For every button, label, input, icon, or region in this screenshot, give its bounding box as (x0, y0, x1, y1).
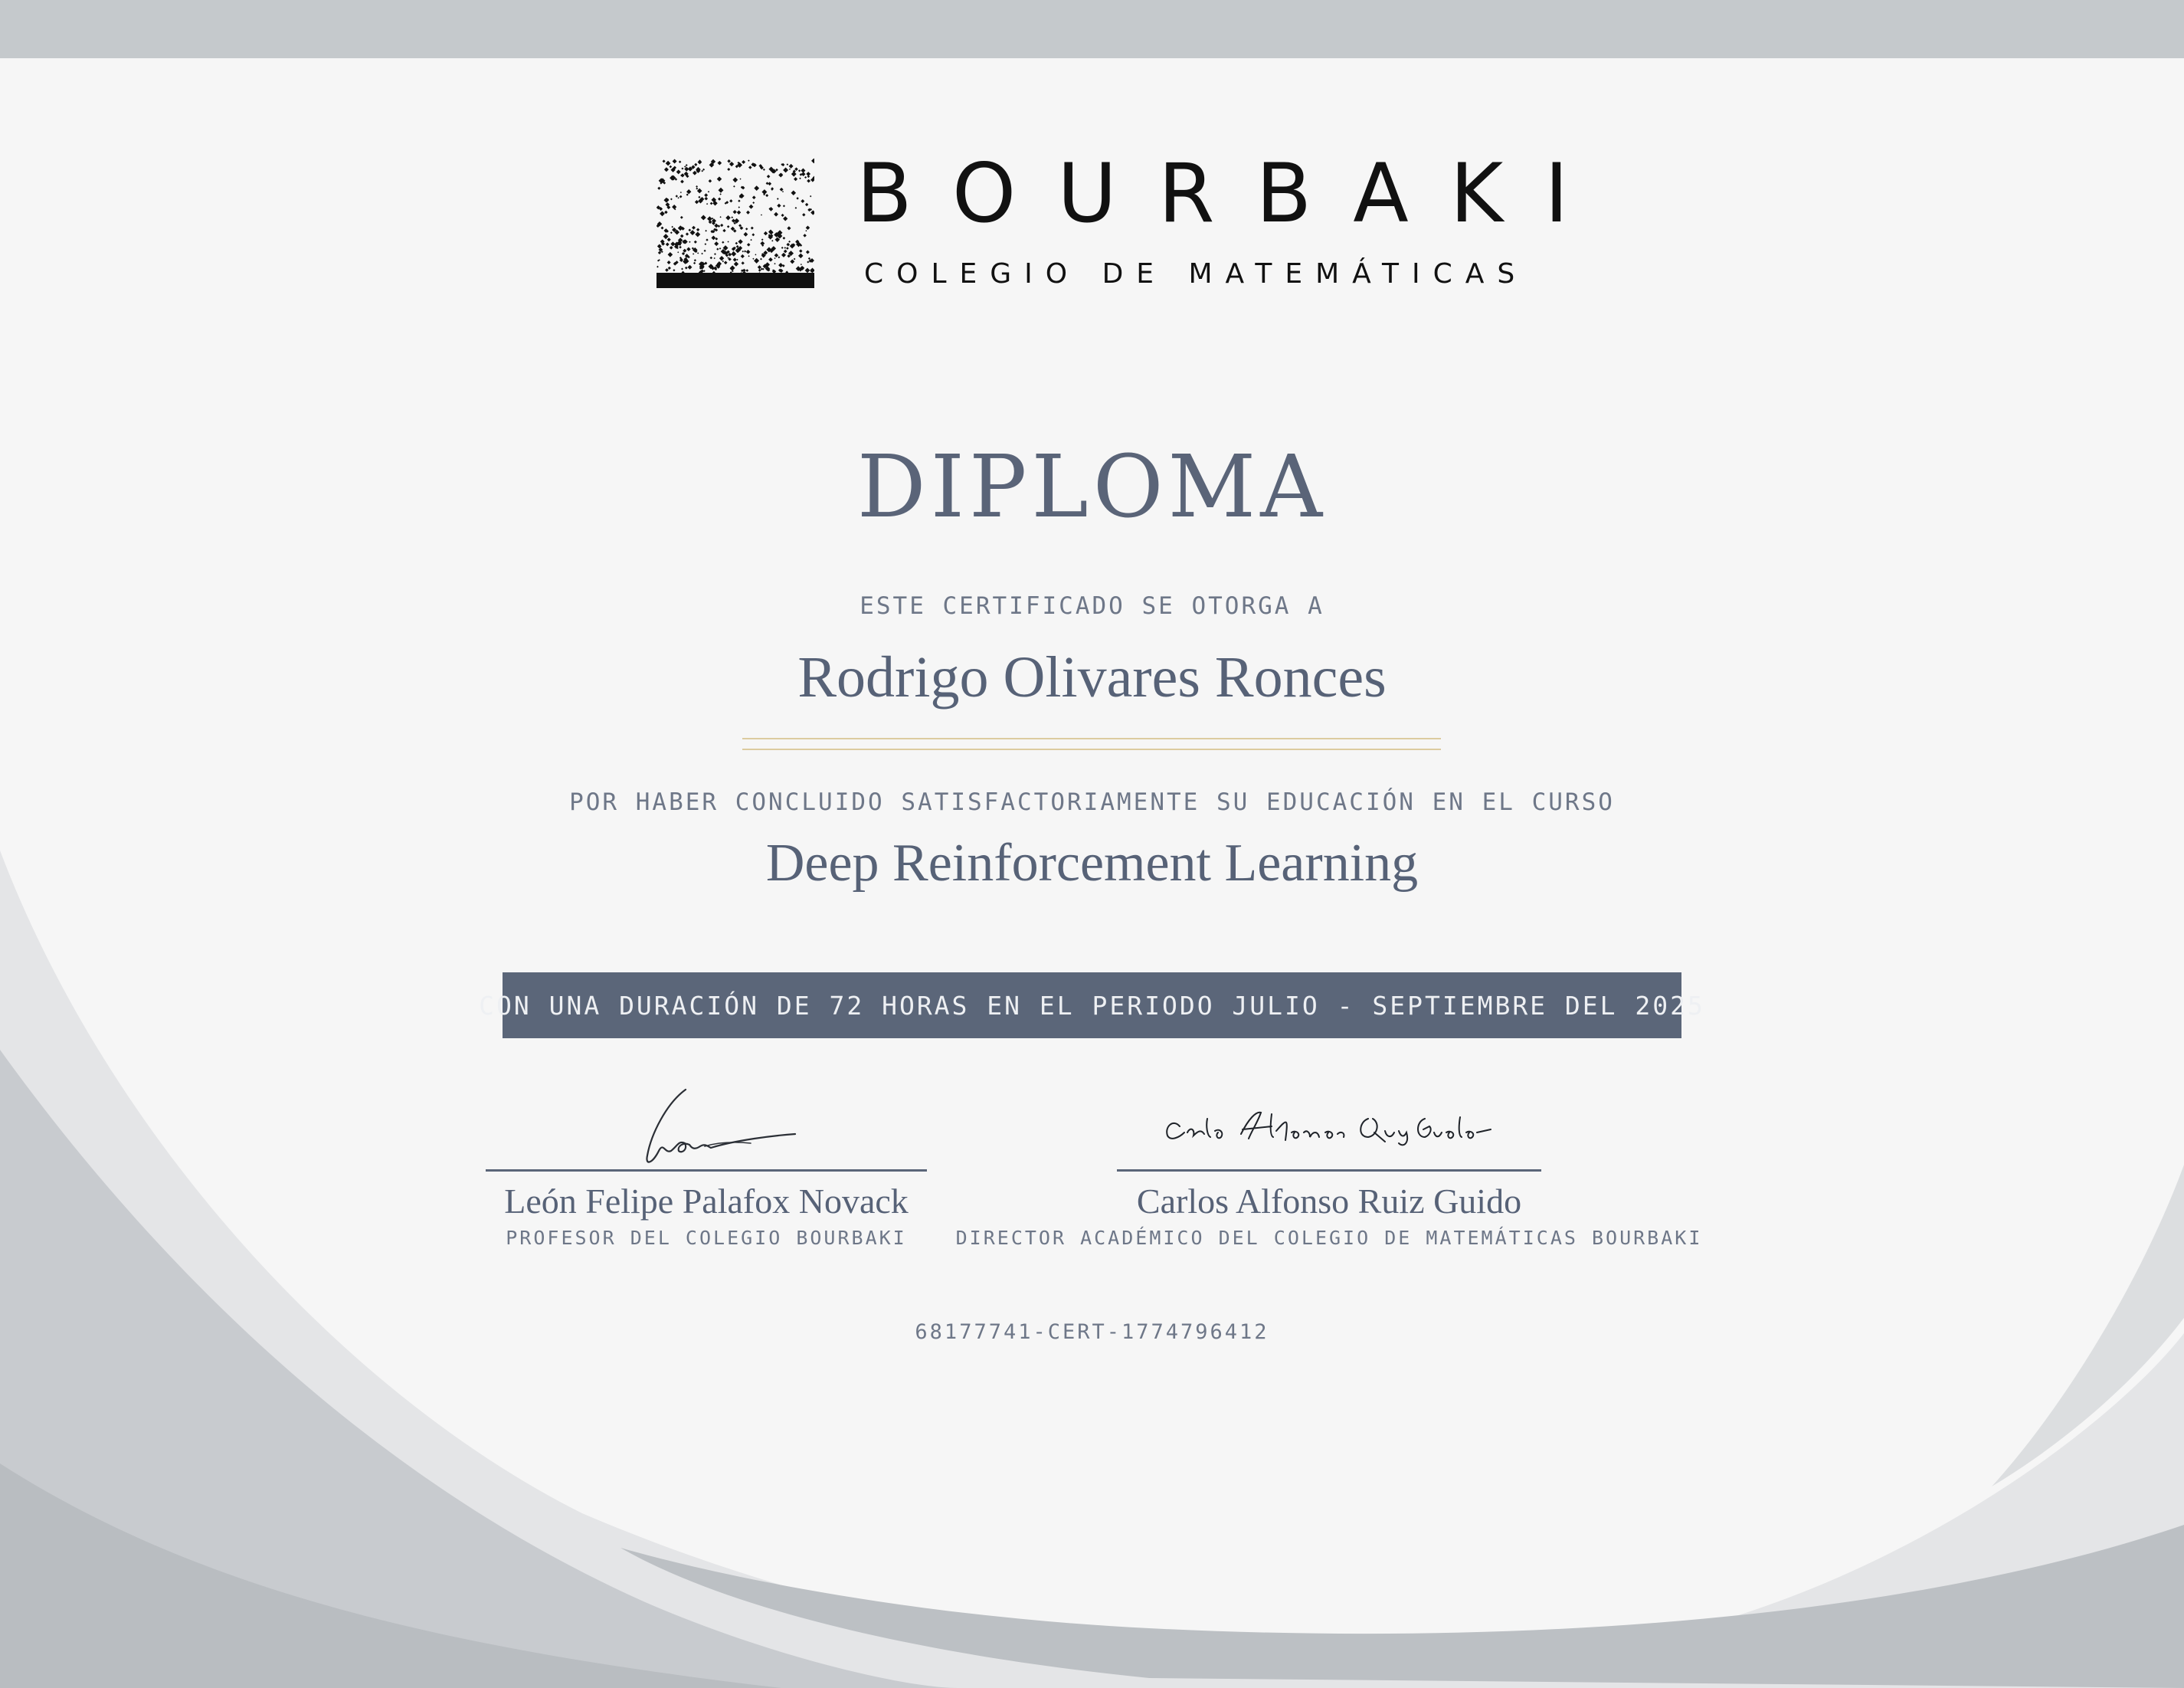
signatory-1-name: León Felipe Palafox Novack (504, 1182, 909, 1221)
signatory-2-name: Carlos Alfonso Ruiz Guido (1136, 1182, 1522, 1221)
recipient-name: Rodrigo Olivares Ronces (797, 645, 1387, 710)
signatory-2-role: DIRECTOR ACADÉMICO DEL COLEGIO DE MATEMÁTICAS BOURBAKI (955, 1227, 1703, 1249)
award-caption: ESTE CERTIFICADO SE OTORGA A (860, 592, 1324, 620)
signature-2-graphic (1157, 1096, 1501, 1149)
course-caption: POR HABER CONCLUIDO SATISFACTORIAMENTE SU EDUCACIÓN EN EL CURSO (569, 788, 1615, 816)
dotted-hills-emblem-icon (657, 158, 814, 288)
gold-divider-top (742, 738, 1441, 739)
duration-text: CON UNA DURACIÓN DE 72 HORAS EN EL PERIODO JULIO - SEPTIEMBRE DEL 2025 (479, 990, 1705, 1021)
logo-subtitle: COLEGIO DE MATEMÁTICAS (864, 258, 1528, 290)
course-name: Deep Reinforcement Learning (765, 834, 1419, 893)
signature-1-graphic (605, 1080, 804, 1172)
signature-2-line (1117, 1169, 1541, 1172)
gold-divider-bottom (742, 749, 1441, 750)
signatory-1-role: PROFESOR DEL COLEGIO BOURBAKI (506, 1227, 907, 1249)
signature-1-line (486, 1169, 927, 1172)
certificate-id: 68177741-CERT-1774796412 (915, 1320, 1269, 1344)
diploma-title: DIPLOMA (856, 438, 1328, 537)
duration-banner (479, 972, 1705, 1038)
logo-wordmark: BOURBAKI (856, 146, 1610, 241)
